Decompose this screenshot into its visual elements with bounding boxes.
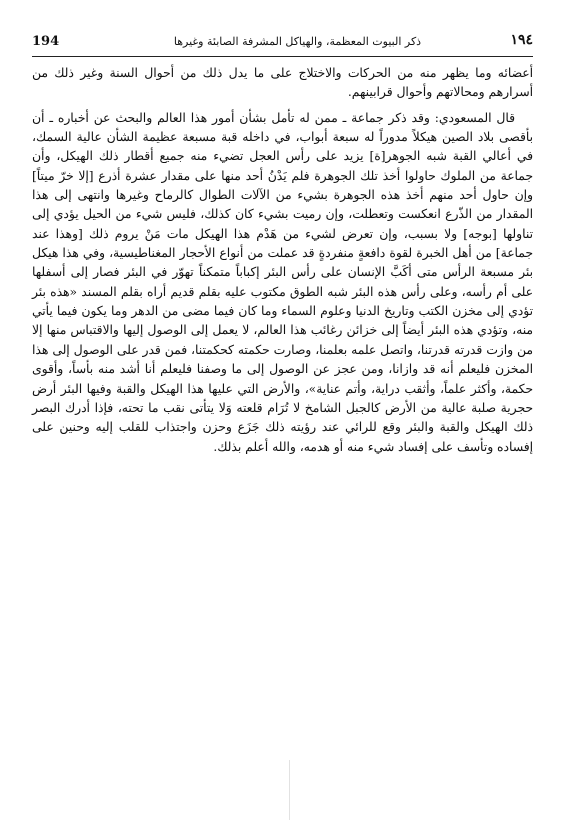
paragraph-continuation: أعضائه وما يظهر منه من الحركات والاختلاج على ما يدل ذلك من أحوال السنة وغير ذلك من أسرارهم ومحالاتهم وأحوال قرابينهم.: [32, 66, 533, 100]
running-title: ذكر البيوت المعظمة، والهياكل المشرفة الصابئة وغيرها: [173, 35, 422, 48]
running-header: [32, 32, 533, 57]
body-text: [32, 64, 533, 457]
page-number-latin: 194: [32, 34, 60, 49]
page-number-arabic: ١٩٤: [510, 32, 533, 48]
gutter-shadow: [289, 760, 290, 820]
paragraph-masudi: قال المسعودي: وقد ذكر جماعة ـ ممن له تأمل بشأن أمور هذا العالم والبحث عن أخباره ـ أن بأقصى بلاد الصين هيكلاً مدوراً له سبعة أبواب، في داخله قبة مسبعة عظيمة الشأن عالية السمك، في أعالي القبة شبه الجوهر[ة] يزيد على رأس العجل تضيء منه جميع أقطار ذلك الهيكل، وأن جماعة من الملوك حاولوا أخذ تلك الجوهرة فلم يَدْنُ أحد منها على مقدار عشرة أذرع [إلا خرّ ميتاً] وإن حاول أحد منهم أخذ هذه الجوهرة بشيء من الآلات الطوال كالرماح وغيرها وانتهى إلى هذا المقدار من الذّرع انعكست وتعطلت، وإن رميت بشيء كان كذلك، فليس شيء من الحيل يؤدي إلى تناولها [بوجه] ولا بسبب، وإن تعرض لشيء من هَدْم هذا الهيكل مات مَنْ يروم ذلك [وهذا عند جماعة] من أهل الخبرة لقوة دافعةٍ منفردةٍ قد عملت من أنواع الأحجار المغناطيسية، وفي هذا هيكل بئر مسبعة الرأس متى أكَبَّ الإنسان على رأس البئر إكباباً متمكناً تهوّر في البئر فصار إلى أسفلها على أم رأسه، وعلى رأس هذه البئر شبه الطوق مكتوب عليه بقلم قديم أراه بقلم المسند «هذه بئر تؤدي إلى مخزن الكتب وتاريخ الدنيا وعلوم السماء وما كان فيما مضى من الدهر وما يكون فيما يأتي منه، وتؤدي هذه البئر أيضاً إلى خزائن رغائب هذا العالم، لا يعمل إلى الوصول إليها والاقتباس منها إلا من وازت قدرته قدرتنا، واتصل علمه بعلمنا، وصارت حكمته كحكمتنا، فمن قدر على الوصول إلى هذا المخزن فليعلم أنه قد وازانا، ومن عجز عن الوصول إلى ما وصفنا فليعلم أنا أشد منه بأساً، وأقوى حكمة، وأكثر علماً، وأثقب دراية، وأتم عناية»، والأرض التي عليها هذا الهيكل والقبة وفيها البئر أرض حجرية صلبة عالية من الأرض كالجبل الشامخ لا تُرَام قلعته وَلا يتأتى نقب ما تحته، فإذا أدرك البصر ذلك الهيكل والقبة والبئر وقع للرائي عند رؤيته ذلك جَزَع وحزن واجتذاب للقلب إليه وحنين على إفساده وتأسف على إفساد شيء منه أو هدمه، والله أعلم بذلك.: [32, 110, 534, 454]
